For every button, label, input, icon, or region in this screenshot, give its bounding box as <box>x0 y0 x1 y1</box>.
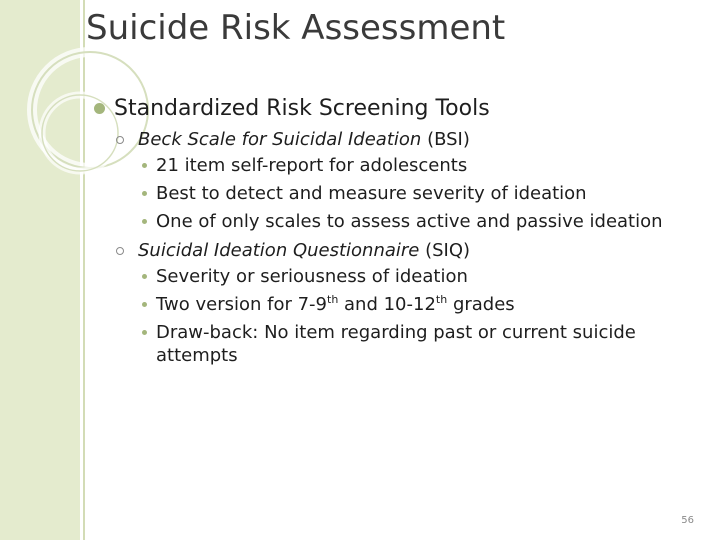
tool-point <box>94 182 704 205</box>
small-dot-icon <box>142 191 147 196</box>
tool-point-text: Draw-back: No item regarding past or current suicide attempts <box>156 322 636 366</box>
tool-point-text: Severity or seriousness of ideation <box>156 266 468 287</box>
tool-name: Beck Scale for Suicidal Ideation <box>138 129 422 150</box>
tool-point-text: Two version for 7-9th and 10-12th grades <box>156 293 515 315</box>
ring-bullet-icon <box>116 136 124 144</box>
tool-abbr: (SIQ) <box>425 240 471 261</box>
bullet-dot-icon <box>94 103 105 114</box>
tool-point-text: 21 item self-report for adolescents <box>156 155 468 176</box>
tool-bsi <box>94 127 704 153</box>
slide-content <box>94 94 704 372</box>
band-divider-line <box>83 0 85 540</box>
tool-point <box>94 293 704 316</box>
small-dot-icon <box>142 302 147 307</box>
tool-point <box>94 154 704 177</box>
tool-point <box>94 321 704 367</box>
slide-title: Suicide Risk Assessment <box>86 8 506 48</box>
tool-name: Suicidal Ideation Questionnaire <box>138 240 420 261</box>
tool-point <box>94 210 704 233</box>
small-dot-icon <box>142 219 147 224</box>
page-number: 56 <box>681 515 694 526</box>
tool-abbr: (BSI) <box>427 129 470 150</box>
tool-point-text: One of only scales to assess active and passive ideation <box>156 211 663 232</box>
left-decorative-band <box>0 0 80 540</box>
tool-siq <box>94 238 704 264</box>
small-dot-icon <box>142 163 147 168</box>
bullet-level1 <box>94 94 704 124</box>
small-dot-icon <box>142 274 147 279</box>
small-dot-icon <box>142 330 147 335</box>
bullet-level1-text: Standardized Risk Screening Tools <box>114 96 490 121</box>
ring-bullet-icon <box>116 247 124 255</box>
tool-point <box>94 265 704 288</box>
tool-point-text: Best to detect and measure severity of ideation <box>156 183 587 204</box>
